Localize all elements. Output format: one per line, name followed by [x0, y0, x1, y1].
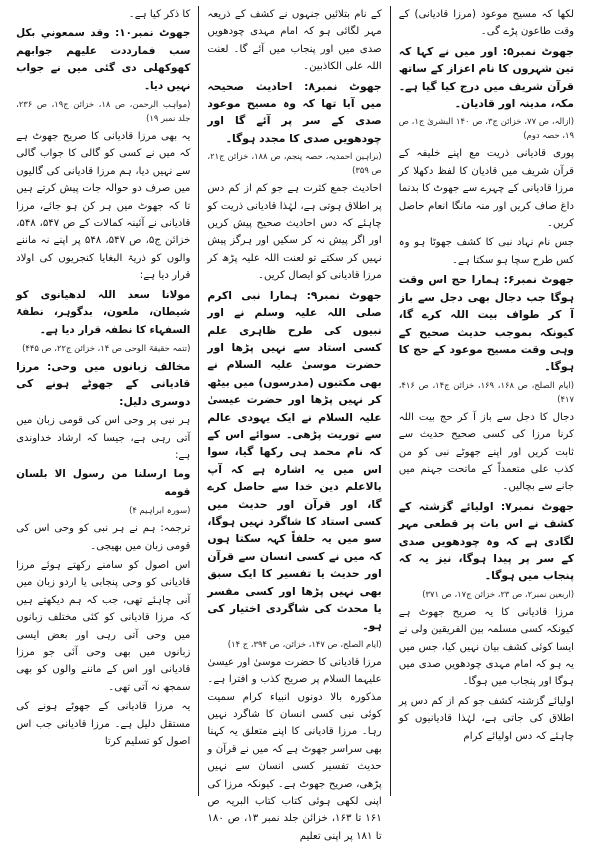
citation-reference: (سورہ ابراہیم ۴) [129, 505, 191, 516]
citation-reference: (ازالہ، ص ۷۷، خزائن ج۳، ص ۱۴۰ البشریٰ ج۱، ص ۱۹، حصہ دوم) [398, 116, 575, 141]
text-column-right [391, 6, 582, 796]
citation-reference: (براہین احمدیہ، حصہ پنجم، ص ۱۸۸، خزائن ج۲۱، ص ۳۵۹) [207, 151, 382, 176]
section-heading: جھوٹ نمبر۹: ہمارا نبی اکرم صلی اللہ علیہ وسلم نے اور نبیوں کی طرح ظاہری علم کسی استاد سے نہیں پڑھا اور حضرت موسیٰ علیہ السلام نے بھی مکتبوں (مدرسوں) میں بیٹھ کر نہیں پڑھا اور حضرت عیسیٰ علیہ السلام نے ایک یہودی عالم سے توریت پڑھی۔ سوائے اس کے کہ نام محمد ہی رکھا گیا، سوا اس میں یہ اشارہ ہے کہ آپ بالاعلم دین خدا سے حاصل کرے گا، اور قرآن اور حدیث میں کسی استاد کا شاگرد نہیں ہوگا، سو میں یہ حلفاً کہہ سکتا ہوں کہ میں نے کسی انسان سے قرآن اور حدیث یا تفسیر کا ایک سبق بھی نہیں پڑھا اور کسی مفسر یا محدث کی شاگردی اختیار کی ہو۔ [207, 288, 382, 633]
text-column-left [8, 6, 199, 796]
section-heading: جھوٹ نمبر۸: احادیث صحیحہ میں آیا تھا کہ وہ مسیح موعود صدی کے سر پر آئے گا اور چودھویں صدی کا مجدد ہوگا۔ [207, 79, 382, 145]
section-heading: جھوٹ نمبر۶: ہمارا حج اس وقت ہوگا جب دجال بھی دجل سے باز آ کر طواف بیت اللہ کرے گا، کیونکہ بموجب حدیث صحیح کے وہی وقت مسیح موعود کے حج کا ہوگا۔ [398, 273, 574, 374]
quoted-passage: وما ارسلنا من رسول الا بلسان قومه [16, 468, 191, 498]
body-paragraph: پوری قادیانی ذریت مع اپنے خلیفہ کے قرآن شریف میں قادیان کا لفظ دکھلا کر مرزا قادیانی کے چہرے سے جھوٹ کا بدنما داغ صاف کریں اور منہ مانگا انعام حاصل کریں۔ [398, 148, 574, 230]
body-paragraph: ہر نبی پر وحی اس کی قومی زبان میں آتی رہی ہے، جیسا کہ ارشاد خداوندی ہے: [16, 415, 191, 461]
body-paragraph: اولیائے گزشتہ کشف جو کم از کم دس پر اطلاق کی جاتی ہے، لہٰذا قادیانیوں کو چاہئے کہ دس اولیائے کرام [398, 695, 574, 742]
citation-reference: (تتمہ حقیقۃ الوحی ص ۱۴، خزائن ج۲۲، ص ۴۴۵) [22, 342, 191, 353]
body-paragraph: احادیث جمع کثرت ہے جو کم از کم دس پر اطلاق ہوتی ہے، لہٰذا قادیانی ذریت کو چاہئے کہ دس احادیث صحیح پیش کریں اور اگر پیش نہ کر سکیں اور ہرگز پیش نہیں کر سکتے تو لعنت اللہ علیہ پڑھ کر مرزا قادیانی کو ایصال کریں۔ [207, 183, 382, 282]
citation-reference: (ایام الصلح، ص ۱۴۷، خزائن، ص ۳۹۴، ج ۱۴) [227, 638, 382, 649]
section-heading: جھوٹ نمبر۵: اور میں نے کہا کہ تین شہروں کا نام اعزاز کے ساتھ قرآن شریف میں درج کیا گیا ہے۔ مکہ، مدینہ اور قادیان۔ [398, 44, 574, 111]
body-paragraph: دجال کا دجل سے باز آ کر حج بیت اللہ کرنا مرزا کی کسی صحیح حدیث سے ثابت کریں اور اپنے جھوٹے نبی کو من کذب علی متعمداً کے ماتحت جہنم میں جانے سے بچالیں۔ [398, 411, 574, 493]
body-paragraph: کا ذکر کیا ہے۔ [128, 9, 191, 20]
text-column-middle [199, 6, 390, 842]
section-heading: مخالف زبانوں میں وحی: مرزا قادیانی کے جھوٹے ہونے کی دوسری دلیل: [16, 359, 191, 408]
citation-reference: (مواہب الرحمن، ص ۱۸، خزائن ج۱۹، ص ۲۳۶، جلد نمبر ۱۹) [16, 99, 191, 124]
body-paragraph: مرزا قادیانی کا یہ صریح جھوٹ ہے کیونکہ کسی مسلمہ بین الفریقین ولی نے ایسا کوئی کشف بیان نہیں کیا، جس میں یہ ہو کہ امام مہدی چودھویں صدی میں ہوگا اور پنجاب میں ہوگا۔ [398, 606, 574, 688]
citation-reference: (ایام الصلح، ص ۱۶۸، ۱۶۹، خزائن ج۱۴، ص ۴۱۶، ۴۱۷) [398, 379, 574, 404]
quoted-passage: جھوٹ نمبر۱۰: وقد سمعوني بكل سب فمارددت عليهم جوابهم کھوکھلی دی گئی میں نے جواب نہیں دیا۔ [16, 27, 191, 92]
body-paragraph: جس نام نہاد نبی کا کشف جھوٹا ہو وہ کس طرح سچا ہو سکتا ہے۔ [398, 237, 574, 266]
body-paragraph: اس اصول کو سامنے رکھتے ہوئے مرزا قادیانی کو وحی پنجابی یا اردو زبان میں آنی چاہئے تھی، جب کہ ہم دیکھتے ہیں کہ مرزا قادیانی کو کئی مختلف زبانوں میں وحی آتی رہی اور بعض ایسی زبانوں میں بھی وحی آئی جو مرزا قادیانی اور اس کے ماننے والوں کو بھی سمجھ نہ آتی تھی۔ [16, 559, 191, 693]
quoted-passage: مولانا سعد اللہ لدھیانوی کو شیطان، ملعون، بدگوہر، نطفۂ السفہاء کا نطفہ قرار دیا ہے۔ [16, 288, 191, 336]
body-paragraph: یہ مرزا قادیانی کے جھوٹے ہونے کی مستقل دلیل ہے۔ مرزا قادیانی جب اس اصول کو تسلیم کرتا [16, 701, 191, 748]
citation-reference: (اربعین نمبر۲، ص ۲۳، خزائن ج۱۷، ص ۳۷۱) [422, 588, 574, 599]
body-paragraph: مرزا قادیانی کا حضرت موسیٰ اور عیسیٰ علیہما السلام پر صریح کذب و افترا ہے۔ مذکورہ بالا دونوں انبیاء کرام سمیت کوئی نبی کسی انسان کا شاگرد نہیں رہا۔ مرزا قادیانی کا اپنے متعلق یہ کہنا بھی سراسر جھوٹ ہے کہ میں نے قرآن و حدیث تفسیر کسی انسان سے نہیں پڑھی، صریح جھوٹ ہے۔ کیونکہ مرزا کی اپنی لکھی ہوئی کتاب کتاب البریہ ص ۱۶۱ تا ۱۶۳، خزائن جلد نمبر ۱۳، ص ۱۸۰ تا ۱۸۱ پر اپنی تعلیم [207, 656, 382, 842]
body-paragraph: لکھا کہ مسیح موعود (مرزا قادیانی) کے وقت طاعون پڑے گی۔ [398, 9, 574, 38]
body-paragraph: یہ بھی مرزا قادیانی کا صریح جھوٹ ہے کہ میں نے کسی کو گالی کا جواب گالی سے نہیں دیا، ہم مرزا قادیانی کی گالیوں میں صرف دو حوالہ جات پیش کرتے ہیں تا کہ جھوٹ میں ہر کن ہو جائے، مرزا قادیانی نے آئینہ کمالات کے ص ۵۴۷، ۵۴۸، خزائن ج۵، ص ۵۴۷، ۵۴۸ پر اپنے نہ ماننے والوں کو ذریۃ البغایا کنجریوں کی اولاد قرار دیا ہے: [16, 131, 191, 282]
body-paragraph: کے نام بتلائیں جنہوں نے کشف کے ذریعہ مہر لگائی ہو کہ امام مہدی چودھویں صدی میں اور پنجاب میں آئے گا۔ لعنت اللہ علی الکاذبین۔ [207, 9, 382, 73]
section-heading: جھوٹ نمبر۷: اولیائے گزشتہ کے کشف نے اس بات پر قطعی مہر لگادی ہے کہ وہ چودھویں صدی کے سر پر پیدا ہوگا، نیز یہ کہ پنجاب میں ہوگا۔ [398, 499, 575, 583]
body-paragraph: ترجمہ: ہم نے ہر نبی کو وحی اس کی قومی زبان میں بھیجی۔ [16, 523, 191, 552]
